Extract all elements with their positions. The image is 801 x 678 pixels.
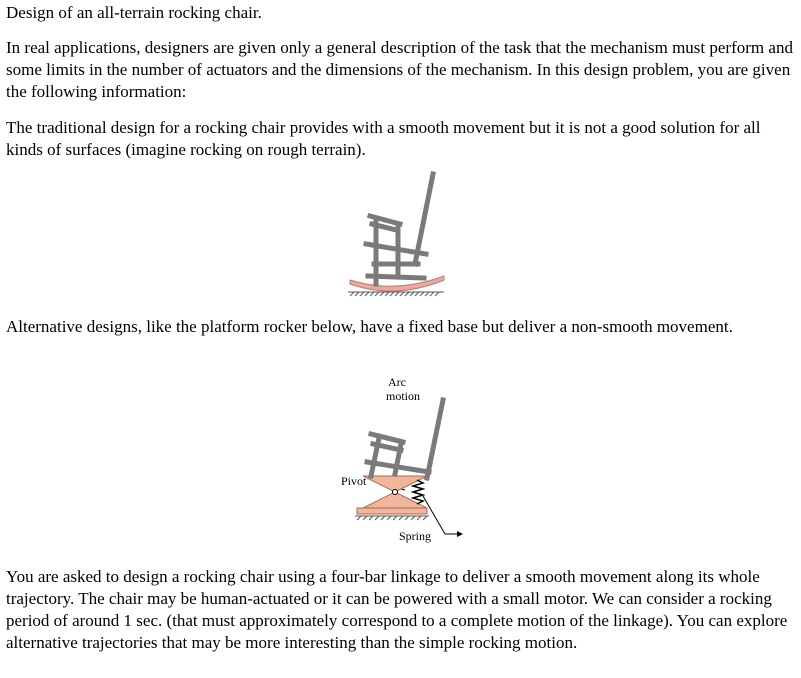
task-paragraph: You are asked to design a rocking chair using a four-bar linkage to deliver a smooth movement along its whole trajectory. The chair may be human-actuated or it can be powered with a small motor. We can consider a rocking period of around 1 sec. (that must approximately correspond to a complete motion of the linkage). You can explore alternative trajectories that may be more interesting than the simple rocking motion.	[6, 567, 788, 652]
spring-leader-arrow	[457, 531, 463, 537]
spring-label: Spring	[399, 529, 432, 543]
traditional-design-paragraph: The traditional design for a rocking chair provides with a smooth movement but it is not a good solution for all kinds of surfaces (imagine rocking on rough terrain).	[6, 118, 761, 159]
pivot-point	[393, 490, 398, 495]
arc-label-line2: motion	[385, 389, 421, 403]
spring-coil	[413, 480, 423, 504]
platform-chair-frame	[367, 400, 443, 478]
ground-hatch	[348, 292, 444, 296]
arc-label-line1: Arc	[388, 375, 406, 389]
rocking-chair-figure	[340, 168, 460, 300]
chair-frame	[366, 174, 433, 284]
platform-rocker-figure	[333, 374, 465, 546]
alternative-design-paragraph: Alternative designs, like the platform rocker below, have a fixed base but deliver a non-smooth movement.	[6, 317, 733, 336]
platform-base	[357, 508, 427, 514]
pivot-label: Pivot	[341, 474, 367, 488]
platform-ground-hatch	[355, 516, 429, 520]
document-title: Design of an all-terrain rocking chair.	[6, 3, 262, 22]
intro-paragraph: In real applications, designers are given only a general description of the task that the mechanism must perform and some limits in the number of actuators and the dimensions of the mechanism. In this design problem, you are given the following information:	[6, 38, 793, 101]
